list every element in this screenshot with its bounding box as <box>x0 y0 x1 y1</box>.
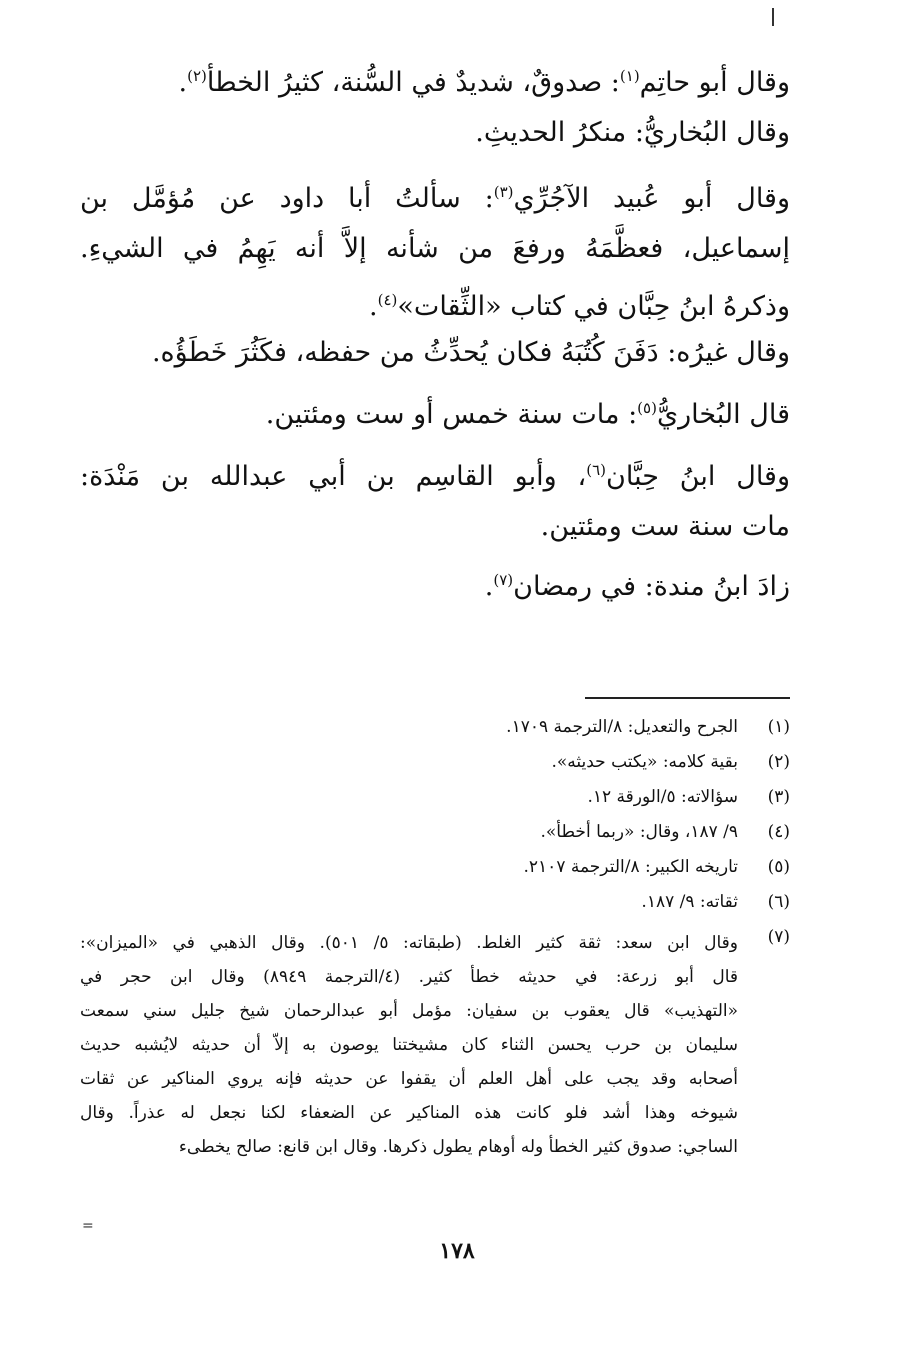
footnote-line: سليمان بن حرب يحسن الثناء كان مشيختنا يوصون به إلاّ أن حديثه لايُشبه حديث <box>80 1035 738 1055</box>
footnote-number: (٧) <box>767 927 790 947</box>
main-line: مات سنة ست ومئتين. <box>540 511 790 542</box>
main-line: زادَ ابنُ مندة: في رمضان$^{(٧)}$. <box>484 571 790 602</box>
footnote-line: شيوخه وهذا أشد فلو كانت هذه المناكير عن الضعفاء لكنا نجعل له عذراً. وقال <box>80 1103 738 1123</box>
footnote-text <box>80 926 738 1164</box>
main-text <box>80 62 790 616</box>
footnote-number: (٢) <box>767 752 790 772</box>
footnote-ref: (٧) <box>493 571 514 589</box>
page-number: ١٧٨ <box>439 1238 475 1264</box>
footnote-text: سؤالاته: ٥/الورقة ١٢. <box>587 787 738 807</box>
footnote-item <box>80 751 790 773</box>
footnote-item <box>80 891 790 913</box>
main-line: وقال ابنُ حِبَّان$^{(٦)}$، وأبو القاسِم بن أبي عبدالله بن مَنْدَة: <box>80 461 790 492</box>
footnote-line: الساجي: صدوق كثير الخطأ وله أوهام يطول ذكرها. وقال ابن قانع: صالح يخطىء <box>178 1137 738 1157</box>
main-line: وقال غيرُه: دَفَنَ كُتُبَهُ فكان يُحدِّثُ من حفظه، فكَثُرَ خَطَؤُه. <box>151 337 790 368</box>
footnote-ref: (٢) <box>187 67 207 85</box>
main-line: وقال أبو حاتِم$^{(١)}$: صدوقٌ، شديدٌ في السُّنة، كثيرُ الخطأ$^{(٢)}$. <box>178 67 790 98</box>
footnote-text: ٩/ ١٨٧، وقال: «ربما أخطأ». <box>540 822 738 842</box>
top-margin-mark <box>772 8 774 26</box>
footnote-text: ثقاته: ٩/ ١٨٧. <box>641 892 738 912</box>
footnote-line: أصحابه وقد يجب على أهل العلم أن يقفوا عن حديثه فإنه يروي المناكير عن ثقات <box>80 1069 738 1089</box>
footnote-item <box>80 856 790 878</box>
continuation-mark: = <box>82 1218 94 1234</box>
main-line: وقال أبو عُبيد الآجُرِّي$^{(٣)}$: سألتُ أبا داود عن مُؤمَّل بن <box>80 183 791 214</box>
footnote-item <box>80 716 790 738</box>
footnote-item-long <box>80 926 790 1164</box>
footnote-number: (٣) <box>767 787 790 807</box>
footnote-item <box>80 786 790 808</box>
main-line: وقال البُخاريُّ: منكرُ الحديثِ. <box>475 117 790 148</box>
footnote-divider <box>585 697 790 699</box>
footnote-ref: (٤) <box>377 291 398 309</box>
footnote-ref: (١) <box>619 67 640 85</box>
footnote-text: تاريخه الكبير: ٨/الترجمة ٢١٠٧. <box>523 857 738 877</box>
main-line: إسماعيل، فعظَّمَهُ ورفعَ من شأنه إلاَّ أنه يَهِمُ في الشيءِ. <box>80 233 790 264</box>
main-line: قال البُخاريُّ$^{(٥)}$: مات سنة خمس أو ست ومئتين. <box>265 399 790 430</box>
footnote-number: (١) <box>767 717 790 737</box>
footnote-line: وقال ابن سعد: ثقة كثير الغلط. (طبقاته: ٥/ ٥٠١). وقال الذهبي في «الميزان»: <box>80 933 738 953</box>
footnote-text: الجرح والتعديل: ٨/الترجمة ١٧٠٩. <box>506 717 738 737</box>
footnote-ref: (٥) <box>637 399 657 417</box>
footnote-number: (٦) <box>767 892 790 912</box>
main-line: وذكرهُ ابنُ حِبَّان في كتاب «الثِّقات»$^{(٤)}$. <box>369 291 790 322</box>
footnote-line: «التهذيب» قال يعقوب بن سفيان: مؤمل أبو عبدالرحمان شيخ جليل سني سمعت <box>80 1001 738 1021</box>
footnote-ref: (٣) <box>493 183 514 201</box>
footnote-number: (٤) <box>767 822 790 842</box>
footnotes <box>80 716 790 1177</box>
footnote-number: (٥) <box>767 857 790 877</box>
footnote-line: قال أبو زرعة: في حديثه خطأ كثير. (٤/الترجمة ٨٩٤٩) وقال ابن حجر في <box>80 967 738 987</box>
footnote-item <box>80 821 790 843</box>
footnote-text: بقية كلامه: «يكتب حديثه». <box>551 752 738 772</box>
footnote-ref: (٦) <box>586 461 607 479</box>
